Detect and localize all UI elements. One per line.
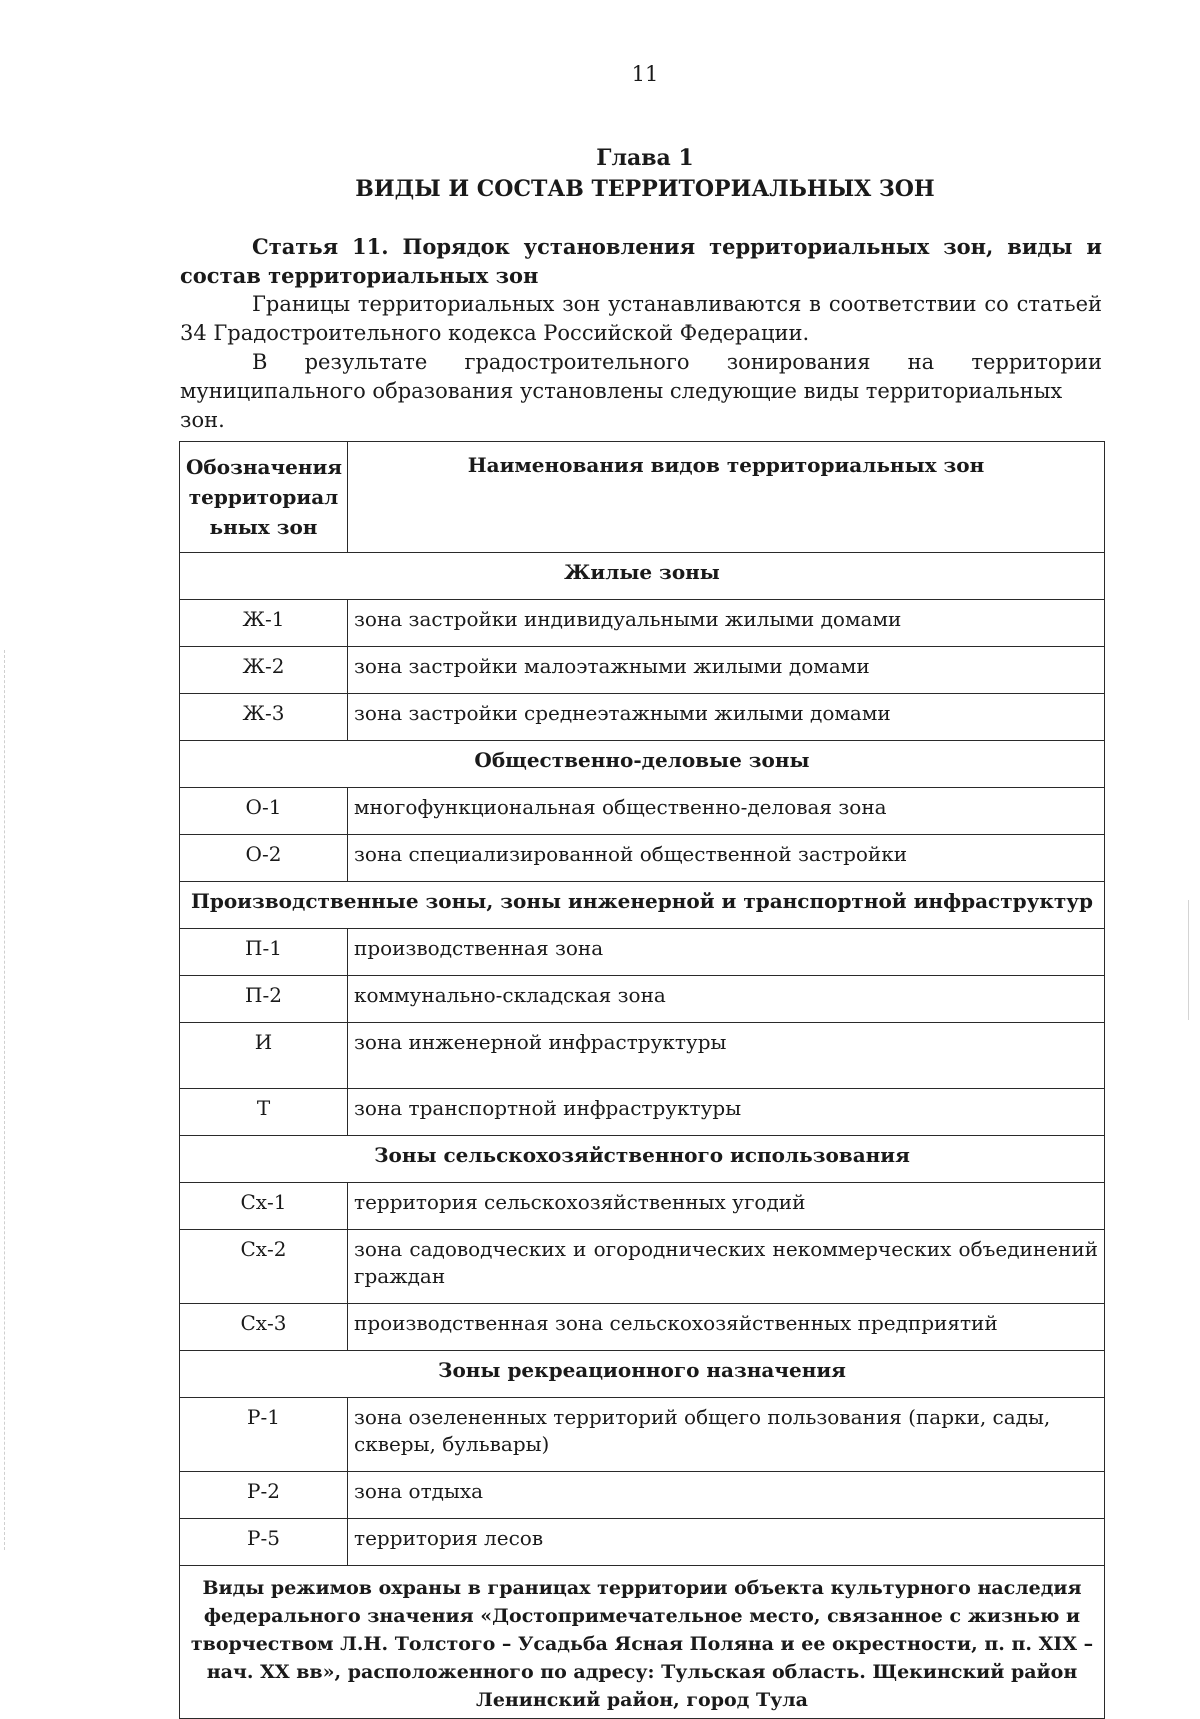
zone-name: производственная зона	[348, 929, 1105, 976]
zone-name: коммунально-складская зона	[348, 976, 1105, 1023]
zone-name: территория сельскохозяйственных угодий	[348, 1183, 1105, 1230]
table-row	[180, 1230, 1105, 1304]
scan-margin-artifact	[4, 650, 7, 1550]
zone-code: Сх-2	[180, 1230, 348, 1304]
group-title: Производственные зоны, зоны инженерной и транспортной инфраструктур	[180, 882, 1105, 929]
table-row	[180, 1304, 1105, 1351]
header-code-cell: Обозначения территориал ьных зон	[180, 442, 348, 553]
table-footer-row	[180, 1566, 1105, 1719]
zone-code: О-1	[180, 788, 348, 835]
zone-name: зона специализированной общественной застройки	[348, 835, 1105, 882]
zone-code: И	[180, 1023, 348, 1089]
zone-name: территория лесов	[348, 1519, 1105, 1566]
table-row	[180, 788, 1105, 835]
table-footer-note: Виды режимов охраны в границах территории объекта культурного наследия федерального значения «Достопримечательное место, связанное с жизнью и творчеством Л.Н. Толстого – Усадьба Ясная Поляна и ее окрестности, п. п. XIX – нач. XX вв», расположенного по адресу: Тульская область. Щекинский район Ленинский район, город Тула	[180, 1566, 1105, 1719]
chapter-heading	[180, 143, 1110, 205]
group-row-agricultural	[180, 1136, 1105, 1183]
zone-code: О-2	[180, 835, 348, 882]
table-row	[180, 694, 1105, 741]
group-title: Зоны сельскохозяйственного использования	[180, 1136, 1105, 1183]
zone-name: зона инженерной инфраструктуры	[348, 1023, 1105, 1089]
table-row	[180, 929, 1105, 976]
zone-name: зона застройки среднеэтажными жилыми домами	[348, 694, 1105, 741]
zone-code: Р-5	[180, 1519, 348, 1566]
table-row	[180, 647, 1105, 694]
zone-code: Р-2	[180, 1472, 348, 1519]
table-row	[180, 1089, 1105, 1136]
group-row-recreational	[180, 1351, 1105, 1398]
zones-table	[179, 441, 1105, 1719]
zone-name: зона застройки индивидуальными жилыми домами	[348, 600, 1105, 647]
page-number: 11	[631, 62, 659, 86]
zone-code: Т	[180, 1089, 348, 1136]
article-paragraph-2-line-1: В результате градостроительного зонирования на территории	[252, 350, 1102, 374]
table-header-row	[180, 442, 1105, 553]
table-row	[180, 1398, 1105, 1472]
zone-code: Ж-3	[180, 694, 348, 741]
header-name-cell: Наименования видов территориальных зон	[348, 442, 1105, 553]
table-row	[180, 1472, 1105, 1519]
article-paragraph-2-line-2: муниципального образования установлены следующие виды территориальных зон.	[180, 379, 1063, 432]
zone-code: П-2	[180, 976, 348, 1023]
zone-name: многофункциональная общественно-деловая зона	[348, 788, 1105, 835]
zone-name: зона отдыха	[348, 1472, 1105, 1519]
zone-code: Сх-1	[180, 1183, 348, 1230]
zone-name: зона транспортной инфраструктуры	[348, 1089, 1105, 1136]
table-row	[180, 976, 1105, 1023]
table-row	[180, 835, 1105, 882]
zone-name: производственная зона сельскохозяйственных предприятий	[348, 1304, 1105, 1351]
table-row	[180, 1519, 1105, 1566]
group-title: Общественно-деловые зоны	[180, 741, 1105, 788]
zone-name: зона садоводческих и огороднических некоммерческих объединений граждан	[348, 1230, 1105, 1304]
zone-code: Ж-1	[180, 600, 348, 647]
group-title: Зоны рекреационного назначения	[180, 1351, 1105, 1398]
zone-name: зона озелененных территорий общего пользования (парки, сады, скверы, бульвары)	[348, 1398, 1105, 1472]
chapter-title: ВИДЫ И СОСТАВ ТЕРРИТОРИАЛЬНЫХ ЗОН	[355, 176, 935, 202]
table-row	[180, 1183, 1105, 1230]
article-paragraph-1: Границы территориальных зон устанавливаются в соответствии со статьей 34 Градостроительного кодекса Российской Федерации.	[180, 292, 1102, 345]
chapter-label: Глава 1	[596, 145, 694, 171]
table-row	[180, 600, 1105, 647]
zone-code: Р-1	[180, 1398, 348, 1472]
table-row	[180, 1023, 1105, 1089]
zone-code: П-1	[180, 929, 348, 976]
zone-name: зона застройки малоэтажными жилыми домами	[348, 647, 1105, 694]
group-title: Жилые зоны	[180, 553, 1105, 600]
zone-code: Ж-2	[180, 647, 348, 694]
zone-code: Сх-3	[180, 1304, 348, 1351]
scan-edge-artifact	[1188, 900, 1191, 1020]
group-row-residential	[180, 553, 1105, 600]
group-row-public-business	[180, 741, 1105, 788]
article-section	[180, 232, 1102, 435]
group-row-industrial	[180, 882, 1105, 929]
article-title: Статья 11. Порядок установления территориальных зон, виды и состав территориальных зон	[180, 234, 1102, 288]
